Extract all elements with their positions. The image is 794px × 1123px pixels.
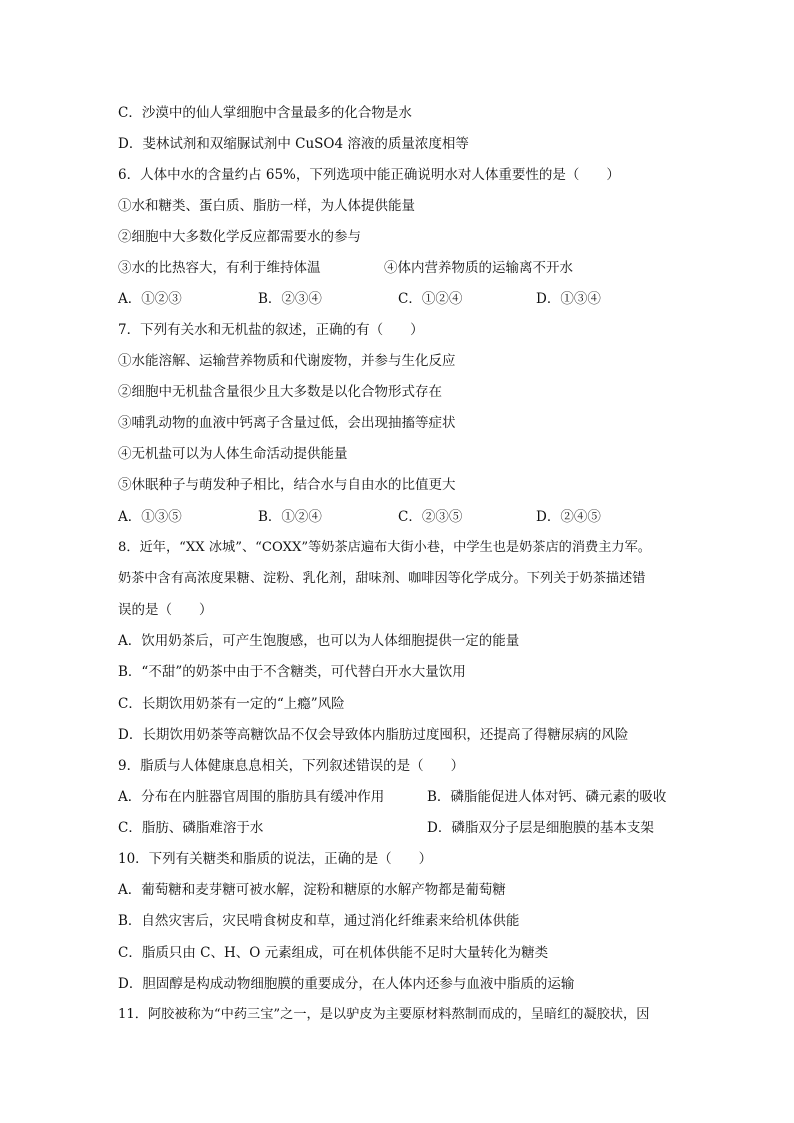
- q7-statement-1: ①水能溶解、运输营养物质和代谢废物，并参与生化反应: [118, 353, 456, 369]
- q6-statement-4: ④体内营养物质的运输离不开水: [384, 260, 573, 276]
- q10-option-b: B．自然灾害后，灾民啃食树皮和草，通过消化纤维素来给机体供能: [118, 913, 520, 929]
- q7-stem: 7．下列有关水和无机盐的叙述，正确的有（ ）: [118, 322, 424, 338]
- q6-option-a: A．①②③: [118, 291, 182, 307]
- q7-option-d: D．②④⑤: [536, 509, 601, 525]
- q8-stem-line-2: 奶茶中含有高浓度果糖、淀粉、乳化剂，甜味剂、咖啡因等化学成分。下列关于奶茶描述错: [118, 571, 646, 586]
- q10-option-a: A．葡萄糖和麦芽糖可被水解，淀粉和糖原的水解产物都是葡萄糖: [118, 882, 506, 898]
- q10-option-d: D．胆固醇是构成动物细胞膜的重要成分，在人体内还参与血液中脂质的运输: [118, 976, 575, 992]
- q5-option-c: C．沙漠中的仙人掌细胞中含量最多的化合物是水: [118, 105, 412, 121]
- q6-statement-3: ③水的比热容大，有利于维持体温: [118, 260, 321, 276]
- q9-option-b: B．磷脂能促进人体对钙、磷元素的吸收: [427, 789, 667, 805]
- q7-statement-5: ⑤休眠种子与萌发种子相比，结合水与自由水的比值更大: [118, 477, 456, 493]
- q6-option-b: B．②③④: [258, 291, 322, 307]
- q8-option-c: C．长期饮用奶茶有一定的“上瘾”风险: [118, 696, 345, 712]
- q6-stem: 6．人体中水的含量约占 65%，下列选项中能正确说明水对人体重要性的是（ ）: [118, 167, 620, 183]
- q7-option-b: B．①②④: [258, 509, 322, 525]
- q9-option-a: A．分布在内脏器官周围的脂肪具有缓冲作用: [118, 789, 385, 805]
- q8-option-b: B．“不甜”的奶茶中由于不含糖类，可代替白开水大量饮用: [118, 664, 466, 680]
- q7-statement-2: ②细胞中无机盐含量很少且大多数是以化合物形式存在: [118, 384, 442, 400]
- q10-option-c: C．脂质只由 C、H、O 元素组成，可在机体供能不足时大量转化为糖类: [118, 945, 549, 961]
- q7-option-a: A．①③⑤: [118, 509, 182, 525]
- q7-option-c: C．②③⑤: [398, 509, 463, 525]
- q9-stem: 9．脂质与人体健康息息相关，下列叙述错误的是（ ）: [118, 758, 465, 774]
- q8-stem-line-3: 误的是（ ）: [118, 602, 213, 618]
- q8-option-d: D．长期饮用奶茶等高糖饮品不仅会导致体内脂肪过度囤积，还提高了得糖尿病的风险: [118, 727, 629, 743]
- q5-option-d: D．斐林试剂和双缩脲试剂中 CuSO4 溶液的质量浓度相等: [118, 136, 469, 152]
- q7-statement-4: ④无机盐可以为人体生命活动提供能量: [118, 446, 348, 462]
- q9-option-c: C．脂肪、磷脂难溶于水: [118, 820, 264, 836]
- q6-option-d: D．①③④: [536, 291, 601, 307]
- q6-option-c: C．①②④: [398, 291, 463, 307]
- q8-stem-line-1: 8．近年，“XX 冰城”、“COXX”等奶茶店遍布大街小巷，中学生也是奶茶店的消费主力军。: [118, 540, 651, 555]
- q11-stem-line-1: 11．阿胶被称为“中药三宝”之一，是以驴皮为主要原材料熬制而成的，呈暗红的凝胶状，因: [118, 1007, 650, 1022]
- q6-statement-2: ②细胞中大多数化学反应都需要水的参与: [118, 229, 361, 245]
- q8-option-a: A．饮用奶茶后，可产生饱腹感，也可以为人体细胞提供一定的能量: [118, 633, 520, 649]
- q7-statement-3: ③哺乳动物的血液中钙离子含量过低，会出现抽搐等症状: [118, 415, 456, 431]
- q9-option-d: D．磷脂双分子层是细胞膜的基本支架: [427, 820, 654, 836]
- q6-statement-1: ①水和糖类、蛋白质、脂肪一样，为人体提供能量: [118, 198, 415, 214]
- q10-stem: 10．下列有关糖类和脂质的说法，正确的是（ ）: [118, 851, 433, 867]
